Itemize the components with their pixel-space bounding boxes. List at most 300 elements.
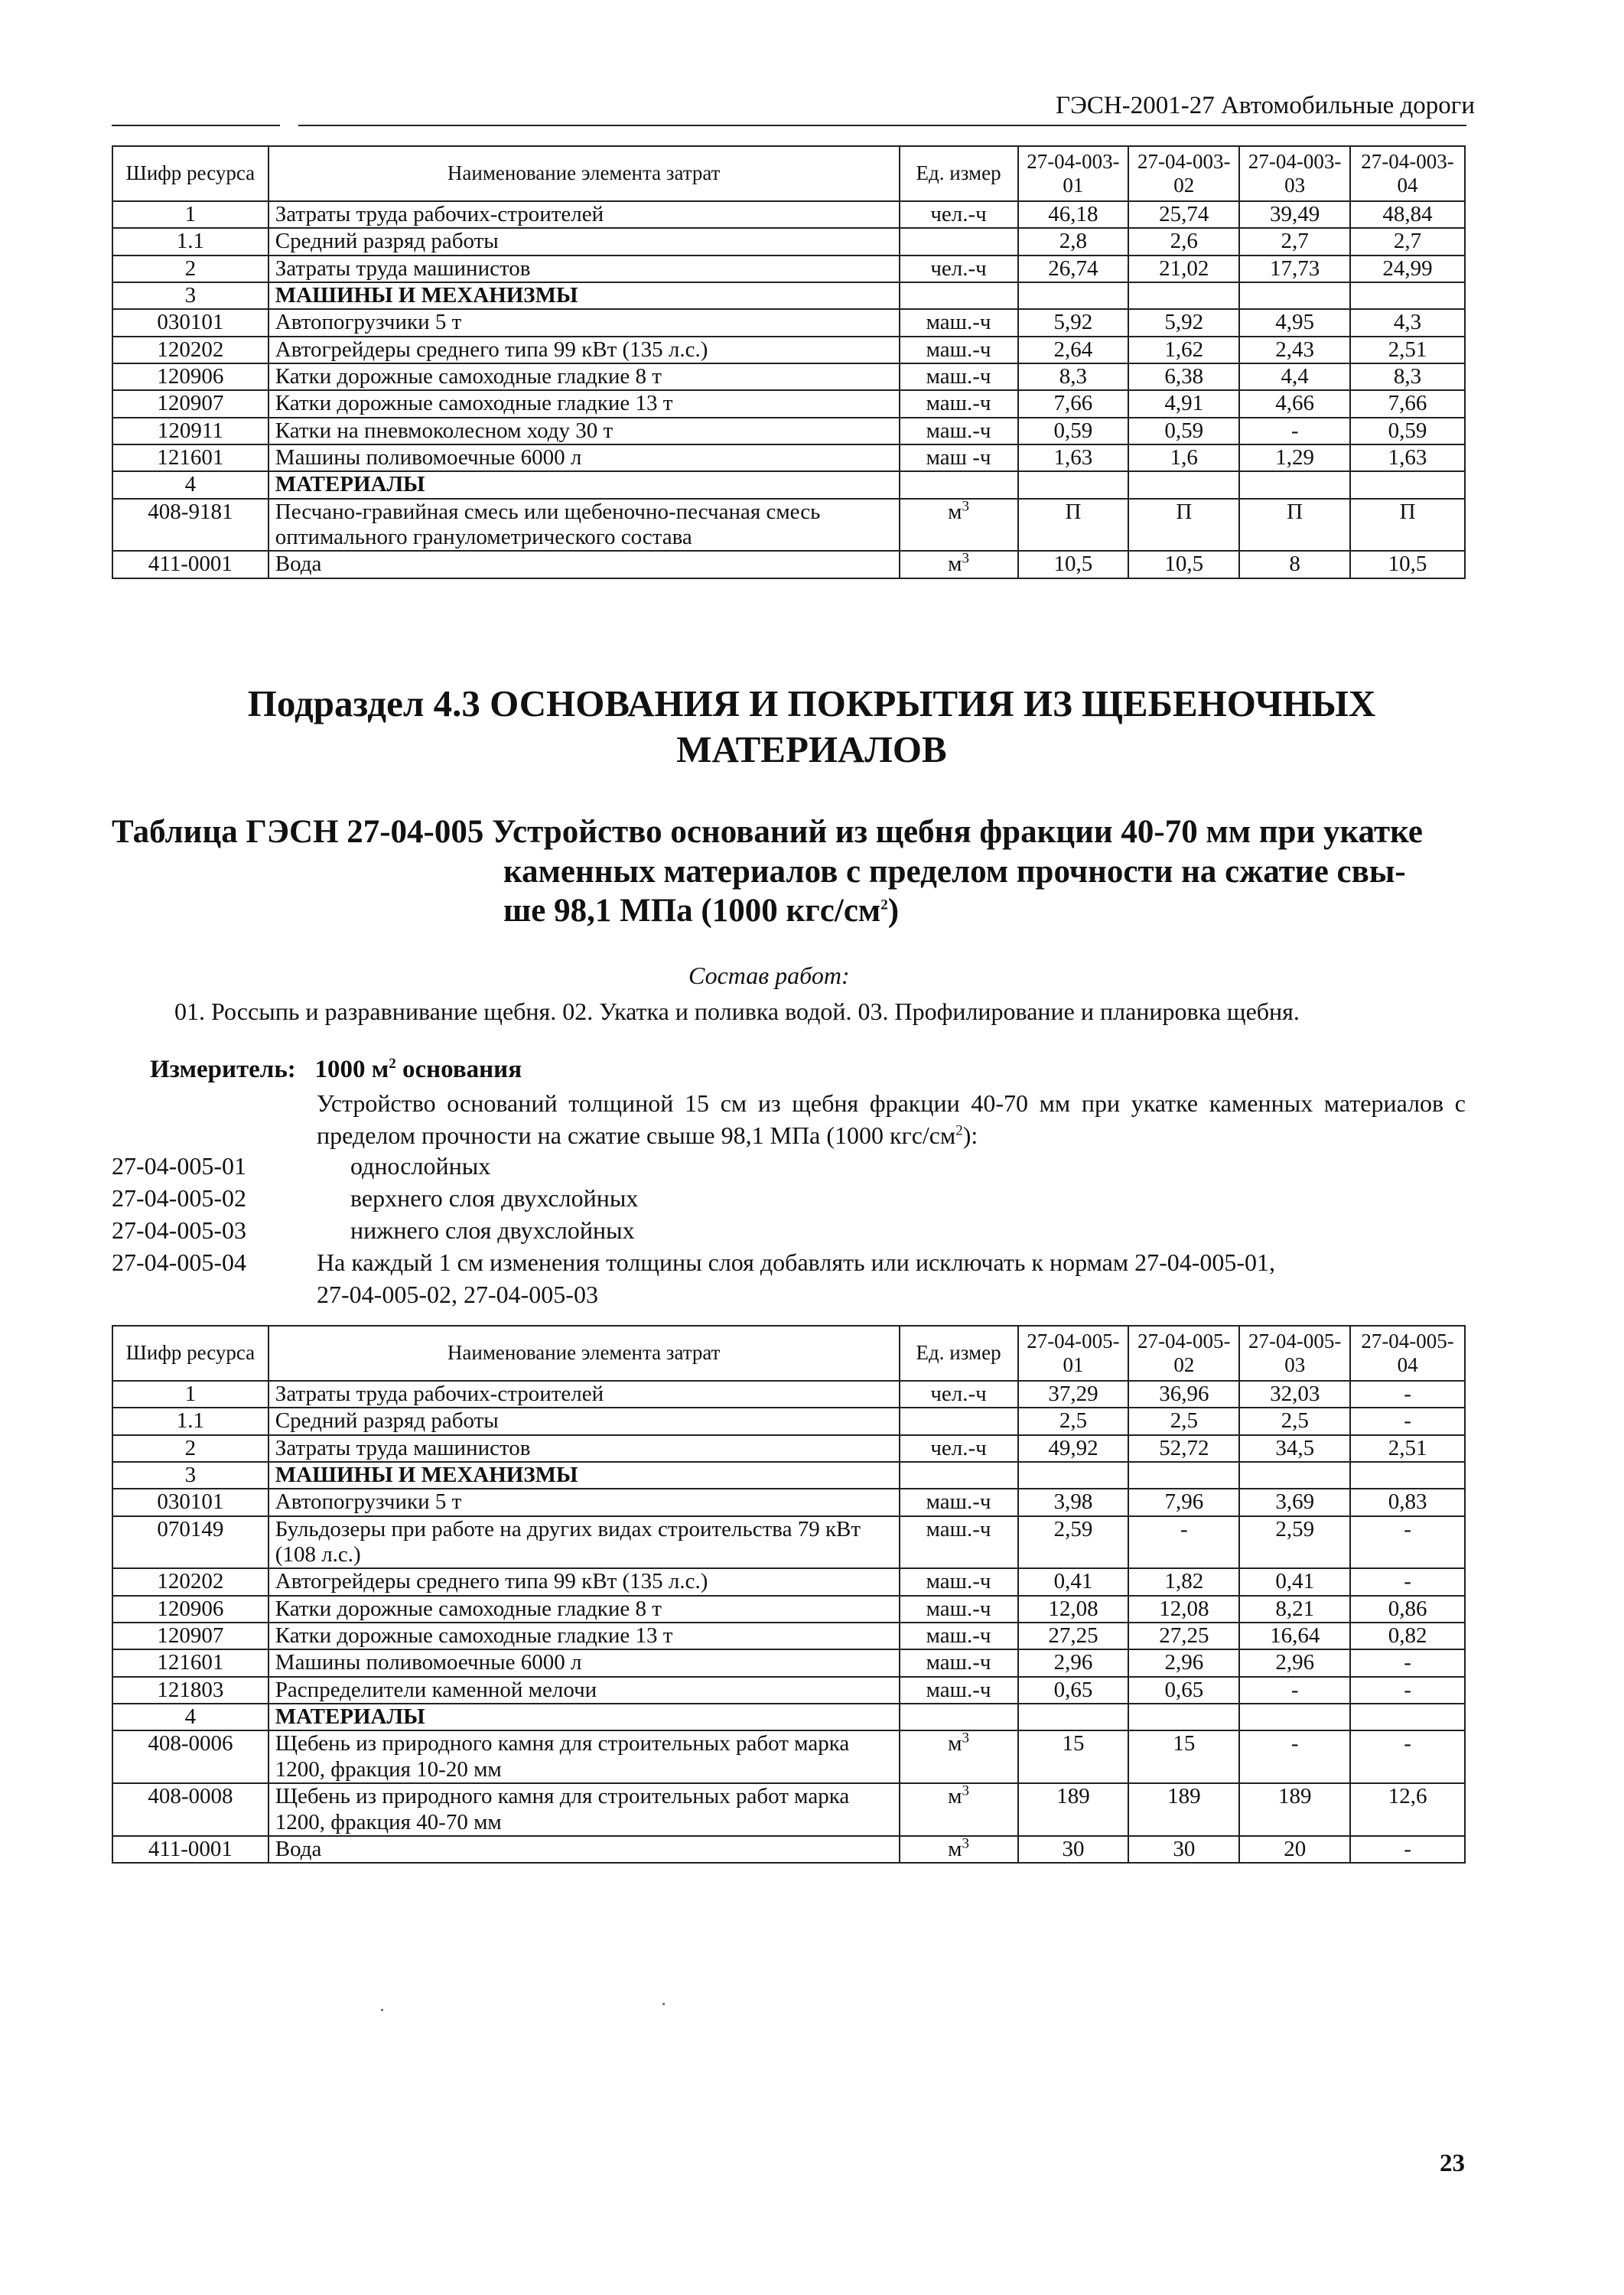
table-row xyxy=(112,551,1465,578)
cell-name-text: Машины поливомоечные 6000 л xyxy=(275,445,582,470)
cell-value xyxy=(1128,1704,1239,1730)
cell-name xyxy=(268,228,900,255)
cell-value xyxy=(1239,363,1350,390)
cell-value xyxy=(1018,1435,1129,1462)
cell-unit xyxy=(900,363,1018,390)
cell-value-text: 30 xyxy=(1062,1836,1085,1861)
table-row xyxy=(112,1408,1465,1434)
scan-speck xyxy=(381,2009,383,2011)
cell-unit-text: маш.-ч xyxy=(926,391,991,416)
cell-value xyxy=(1239,1836,1350,1863)
cell-value-text: 34,5 xyxy=(1275,1435,1315,1460)
cell-value xyxy=(1350,1623,1465,1649)
cell-value-text: 0,59 xyxy=(1164,418,1204,443)
table-row xyxy=(112,1730,1465,1783)
table-row xyxy=(112,228,1465,255)
cell-value-text: 20 xyxy=(1284,1836,1307,1861)
cell-name xyxy=(268,1489,900,1515)
cell-code xyxy=(112,201,268,228)
cell-name xyxy=(268,337,900,363)
cell-unit xyxy=(900,444,1018,471)
cell-value-text: 2,5 xyxy=(1059,1408,1088,1434)
cell-unit-text: м xyxy=(948,1836,962,1861)
cell-value-text: 32,03 xyxy=(1270,1382,1320,1406)
cell-code xyxy=(112,418,268,444)
cell-unit xyxy=(900,282,1018,309)
cell-value-text: 26,74 xyxy=(1048,256,1098,281)
cell-value xyxy=(1128,1381,1239,1408)
cell-unit xyxy=(900,1836,1018,1863)
cell-code-text: 1.1 xyxy=(176,1408,205,1434)
cell-value-text: 1,82 xyxy=(1164,1569,1204,1594)
work-description-text: Устройство оснований толщиной 15 см из щебня фракции 40-70 мм при укатке каменных материалов с пределом прочности на сжатие свыше 98,1 МПа (1000 кгс/см xyxy=(317,1089,1466,1149)
variant-text: На каждый 1 см изменения толщины слоя добавлять или исключать к нормам 27-04-005-01, xyxy=(317,1248,1276,1276)
running-header: ГЭСН-2001-27 Автомобильные дороги xyxy=(1056,92,1475,119)
table-title-line3 xyxy=(112,891,1466,931)
cell-name-text: Распределители каменной мелочи xyxy=(275,1677,597,1702)
cell-unit-text: м xyxy=(948,499,962,524)
cell-value-text: 15 xyxy=(1062,1731,1085,1756)
cell-code-text: 1 xyxy=(184,202,197,226)
cell-name xyxy=(268,551,900,578)
meter-label: Измеритель: xyxy=(150,1056,296,1083)
cell-name xyxy=(268,1730,900,1783)
table-row xyxy=(112,1489,1465,1515)
cell-value xyxy=(1018,1677,1129,1704)
cell-value-text: - xyxy=(1404,1650,1411,1675)
cell-code-text: 408-0008 xyxy=(148,1784,233,1809)
table-title-line3-end: ) xyxy=(887,893,900,929)
cell-code-text: 2 xyxy=(184,1435,197,1460)
table-row xyxy=(112,1649,1465,1676)
cell-value xyxy=(1128,499,1239,552)
superscript: 3 xyxy=(962,1782,969,1799)
cell-unit xyxy=(900,1381,1018,1408)
cell-name xyxy=(268,1649,900,1676)
cell-value xyxy=(1018,1408,1129,1434)
cell-code-text: 030101 xyxy=(157,310,224,335)
cell-unit xyxy=(900,1596,1018,1623)
cell-value xyxy=(1128,444,1239,471)
cell-code xyxy=(112,1677,268,1704)
table-title-line2: каменных материалов с пределом прочности на сжатие свы- xyxy=(503,853,1406,890)
cell-code xyxy=(112,1462,268,1489)
cell-value-text: 8 xyxy=(1289,552,1300,577)
cell-name-text: Средний разряд работы xyxy=(275,229,499,254)
cell-code-text: 120906 xyxy=(157,364,224,389)
cell-value xyxy=(1239,551,1350,578)
cell-value xyxy=(1128,1730,1239,1783)
cell-name xyxy=(268,1677,900,1704)
cell-value xyxy=(1350,363,1465,390)
cell-value xyxy=(1350,1704,1465,1730)
superscript: 3 xyxy=(962,1835,969,1852)
cell-value xyxy=(1018,201,1129,228)
cell-value-text: - xyxy=(1290,1731,1299,1756)
table-row xyxy=(112,1677,1465,1704)
cell-unit xyxy=(900,1568,1018,1595)
cell-value xyxy=(1239,499,1350,552)
cell-code-text: 121601 xyxy=(157,445,224,470)
cell-unit xyxy=(900,337,1018,363)
cell-value xyxy=(1350,390,1465,417)
cell-unit-text: маш.-ч xyxy=(926,1489,991,1515)
cell-value xyxy=(1018,551,1129,578)
cell-value xyxy=(1350,1596,1465,1623)
cell-value xyxy=(1018,1836,1129,1863)
cell-value xyxy=(1128,1596,1239,1623)
variant-text: однослойных xyxy=(350,1152,491,1180)
cell-name xyxy=(268,418,900,444)
meter-value-unit: основания xyxy=(395,1056,522,1083)
cell-name xyxy=(268,309,900,336)
cell-unit xyxy=(900,390,1018,417)
cell-value-text: 4,3 xyxy=(1393,310,1422,335)
cell-name-text: Затраты труда рабочих-строителей xyxy=(275,1382,604,1406)
norm-table-27-04-003 xyxy=(112,145,1466,579)
cell-name-text: Катки дорожные самоходные гладкие 13 т xyxy=(275,391,673,416)
cell-name xyxy=(268,363,900,390)
cell-value-text: 0,82 xyxy=(1388,1623,1427,1649)
subsection-heading-line1: Подраздел 4.3 ОСНОВАНИЯ И ПОКРЫТИЯ ИЗ ЩЕБЕНОЧНЫХ xyxy=(247,682,1376,724)
cell-name xyxy=(268,1623,900,1649)
cell-value-text: 0,41 xyxy=(1275,1569,1315,1594)
cell-unit-text: маш.-ч xyxy=(926,1677,991,1702)
cell-value-text: 4,91 xyxy=(1164,391,1204,416)
cell-code xyxy=(112,1489,268,1515)
cell-unit xyxy=(900,1462,1018,1489)
cell-name xyxy=(268,1408,900,1434)
cell-value-text: 189 xyxy=(1277,1784,1312,1809)
meter-value: 1000 м xyxy=(314,1056,389,1083)
cell-name-text: МАТЕРИАЛЫ xyxy=(275,472,425,497)
cell-value-text: 2,7 xyxy=(1281,229,1309,254)
cell-value xyxy=(1239,1783,1350,1836)
cell-value xyxy=(1128,1435,1239,1462)
cell-unit xyxy=(900,1649,1018,1676)
cell-value xyxy=(1128,363,1239,390)
cell-name xyxy=(268,1596,900,1623)
cell-value xyxy=(1128,418,1239,444)
superscript: 2 xyxy=(880,897,888,913)
cell-unit-text: маш.-ч xyxy=(926,1623,991,1649)
cell-name-text: Катки дорожные самоходные гладкие 8 т xyxy=(275,1596,662,1621)
cell-unit xyxy=(900,1730,1018,1783)
cell-value xyxy=(1128,1489,1239,1515)
cell-name-text: Бульдозеры при работе на других видах строительства 79 кВт (108 л.с.) xyxy=(275,1516,861,1567)
cell-value xyxy=(1350,444,1465,471)
cell-value-text: - xyxy=(1180,1516,1188,1541)
cell-value-text: 10,5 xyxy=(1164,552,1204,577)
cell-value xyxy=(1128,1568,1239,1595)
cell-value xyxy=(1018,1568,1129,1595)
cell-code xyxy=(112,1836,268,1863)
cell-value-text: П xyxy=(1287,499,1303,524)
col-header-norm-2: 27-04-003-02 xyxy=(1128,146,1239,201)
cell-name xyxy=(268,471,900,498)
cell-name-text: Вода xyxy=(275,1836,322,1861)
composition-title: Состав работ: xyxy=(688,962,850,989)
cell-name xyxy=(268,1516,900,1569)
cell-name-text: Автогрейдеры среднего типа 99 кВт (135 л.с.) xyxy=(275,337,708,362)
variant-code: 27-04-005-01 xyxy=(112,1152,246,1180)
variant-text: 27-04-005-02, 27-04-005-03 xyxy=(317,1281,598,1308)
cell-name-text: Катки на пневмоколесном ходу 30 т xyxy=(275,418,613,443)
cell-name xyxy=(268,390,900,417)
cell-value-text: 10,5 xyxy=(1388,552,1427,577)
col-header-unit: Ед. измер xyxy=(900,1326,1018,1381)
work-description xyxy=(317,1088,1466,1151)
table-row xyxy=(112,444,1465,471)
cell-value-text: 10,5 xyxy=(1053,552,1093,577)
cell-code xyxy=(112,228,268,255)
meter xyxy=(150,1056,522,1084)
cell-code xyxy=(112,1516,268,1569)
cell-code-text: 120906 xyxy=(157,1596,224,1621)
cell-code-text: 3 xyxy=(184,283,197,308)
cell-code-text: 070149 xyxy=(157,1516,224,1541)
cell-value xyxy=(1018,1596,1129,1623)
cell-value xyxy=(1239,1516,1350,1569)
cell-unit xyxy=(900,1783,1018,1836)
cell-unit xyxy=(900,499,1018,552)
cell-value xyxy=(1350,256,1465,282)
cell-code xyxy=(112,499,268,552)
cell-value xyxy=(1128,282,1239,309)
cell-value-text: 4,95 xyxy=(1275,310,1315,335)
cell-unit-text: чел.-ч xyxy=(930,256,987,281)
col-header-name: Наименование элемента затрат xyxy=(268,1326,900,1381)
cell-value xyxy=(1128,1649,1239,1676)
cell-unit-text: маш.-ч xyxy=(926,337,991,362)
cell-value-text: 2,96 xyxy=(1053,1650,1093,1675)
cell-code xyxy=(112,1435,268,1462)
cell-value-text: 189 xyxy=(1167,1784,1201,1809)
cell-value xyxy=(1239,1596,1350,1623)
cell-unit-text: маш.-ч xyxy=(926,418,991,443)
table-row xyxy=(112,471,1465,498)
cell-value xyxy=(1350,1649,1465,1676)
cell-value xyxy=(1350,499,1465,552)
cell-value-text: 2,6 xyxy=(1170,229,1198,254)
cell-value xyxy=(1239,282,1350,309)
cell-unit-text: маш -ч xyxy=(926,445,991,470)
cell-code-text: 030101 xyxy=(157,1489,224,1515)
table-row xyxy=(112,390,1465,417)
cell-value xyxy=(1350,1568,1465,1595)
cell-code-text: 4 xyxy=(184,472,197,497)
cell-value-text: - xyxy=(1404,1836,1411,1861)
cell-name-text: Вода xyxy=(275,552,322,577)
cell-name xyxy=(268,1704,900,1730)
table-row xyxy=(112,1462,1465,1489)
col-header-norm-1: 27-04-003-01 xyxy=(1018,146,1129,201)
cell-unit xyxy=(900,551,1018,578)
cell-value-text: 36,96 xyxy=(1159,1382,1209,1406)
cell-unit xyxy=(900,471,1018,498)
cell-value-text: 0,59 xyxy=(1053,418,1093,443)
cell-value xyxy=(1018,1489,1129,1515)
cell-value xyxy=(1018,471,1129,498)
cell-name-text: Автопогрузчики 5 т xyxy=(275,1489,462,1515)
table-row xyxy=(112,282,1465,309)
variant-text: нижнего слоя двухслойных xyxy=(350,1216,635,1244)
cell-code-text: 121803 xyxy=(157,1677,224,1702)
cell-code xyxy=(112,471,268,498)
cell-value-text: 1,63 xyxy=(1053,445,1093,470)
cell-name xyxy=(268,256,900,282)
cell-value xyxy=(1128,1836,1239,1863)
table-row xyxy=(112,337,1465,363)
cell-value xyxy=(1018,1649,1129,1676)
cell-code-text: 411-0001 xyxy=(148,1836,233,1861)
variant-code: 27-04-005-03 xyxy=(112,1216,246,1244)
cell-value-text: 2,96 xyxy=(1164,1650,1204,1675)
cell-value-text: 0,41 xyxy=(1053,1569,1093,1594)
cell-value xyxy=(1239,1489,1350,1515)
cell-unit-text: чел.-ч xyxy=(930,202,987,226)
col-header-code: Шифр ресурса xyxy=(112,146,268,201)
cell-name-text: Средний разряд работы xyxy=(275,1408,499,1434)
table-row xyxy=(112,1596,1465,1623)
variant-text: верхнего слоя двухслойных xyxy=(350,1184,639,1212)
cell-unit-text: м xyxy=(948,1784,962,1809)
cell-value xyxy=(1239,1704,1350,1730)
cell-value-text: 1,6 xyxy=(1170,445,1198,470)
variant-code: 27-04-005-04 xyxy=(112,1248,246,1276)
cell-name-text: МАШИНЫ И МЕХАНИЗМЫ xyxy=(275,1463,578,1488)
cell-value xyxy=(1128,201,1239,228)
cell-value-text: 3,69 xyxy=(1275,1489,1315,1515)
cell-value-text: 15 xyxy=(1173,1731,1196,1756)
norm-table-27-04-005 xyxy=(112,1325,1466,1864)
cell-code xyxy=(112,1623,268,1649)
cell-value xyxy=(1350,1381,1465,1408)
cell-value xyxy=(1128,228,1239,255)
subsection-heading-line2: МАТЕРИАЛОВ xyxy=(676,728,947,770)
cell-value xyxy=(1018,228,1129,255)
cell-unit xyxy=(900,228,1018,255)
table-row xyxy=(112,256,1465,282)
cell-value xyxy=(1350,201,1465,228)
cell-code-text: 120202 xyxy=(157,337,224,362)
cell-code xyxy=(112,1568,268,1595)
cell-value xyxy=(1128,1516,1239,1569)
cell-code-text: 120907 xyxy=(157,1623,224,1649)
cell-value-text: 48,84 xyxy=(1382,202,1433,226)
cell-code-text: 411-0001 xyxy=(148,552,233,577)
cell-value xyxy=(1128,1623,1239,1649)
cell-code xyxy=(112,1596,268,1623)
cell-code xyxy=(112,1408,268,1434)
cell-code xyxy=(112,309,268,336)
superscript: 2 xyxy=(389,1056,396,1072)
table-row xyxy=(112,418,1465,444)
cell-value xyxy=(1128,337,1239,363)
cell-value xyxy=(1018,282,1129,309)
cell-value xyxy=(1350,1730,1465,1783)
cell-name-text: Катки дорожные самоходные гладкие 13 т xyxy=(275,1623,673,1649)
table-row xyxy=(112,1704,1465,1730)
cell-value-text: - xyxy=(1404,1516,1411,1541)
cell-value-text: 8,21 xyxy=(1275,1596,1315,1621)
cell-unit-text: чел.-ч xyxy=(930,1382,987,1406)
cell-value xyxy=(1239,1677,1350,1704)
cell-value-text: - xyxy=(1404,1408,1411,1434)
table-row xyxy=(112,363,1465,390)
col-header-code: Шифр ресурса xyxy=(112,1326,268,1381)
cell-code xyxy=(112,1704,268,1730)
cell-code-text: 4 xyxy=(184,1704,197,1730)
cell-code xyxy=(112,1649,268,1676)
cell-value-text: 0,83 xyxy=(1388,1489,1427,1515)
cell-unit-text: маш.-ч xyxy=(926,1516,991,1541)
cell-value-text: 2,59 xyxy=(1275,1516,1315,1541)
cell-value xyxy=(1350,282,1465,309)
cell-code-text: 120202 xyxy=(157,1569,224,1594)
cell-value-text: - xyxy=(1404,1677,1411,1702)
cell-value xyxy=(1350,309,1465,336)
cell-value xyxy=(1239,1435,1350,1462)
cell-name xyxy=(268,1783,900,1836)
cell-value-text: 12,6 xyxy=(1388,1784,1427,1809)
table-row xyxy=(112,309,1465,336)
cell-value xyxy=(1018,444,1129,471)
cell-name-text: МАТЕРИАЛЫ xyxy=(275,1704,425,1730)
cell-value xyxy=(1018,256,1129,282)
cell-value-text: 27,25 xyxy=(1048,1623,1098,1649)
cell-value-text: 2,43 xyxy=(1275,337,1315,362)
table-row xyxy=(112,1836,1465,1863)
cell-value-text: 1,62 xyxy=(1164,337,1204,362)
cell-value-text: 52,72 xyxy=(1159,1435,1209,1460)
cell-value xyxy=(1018,309,1129,336)
cell-value-text: 12,08 xyxy=(1159,1596,1209,1621)
cell-unit xyxy=(900,1677,1018,1704)
table-row xyxy=(112,1783,1465,1836)
cell-value xyxy=(1018,337,1129,363)
table-row xyxy=(112,1568,1465,1595)
cell-value xyxy=(1018,1381,1129,1408)
cell-value-text: 3,98 xyxy=(1053,1489,1093,1515)
cell-value-text: 2,5 xyxy=(1170,1408,1198,1434)
cell-value-text: 39,49 xyxy=(1270,202,1320,226)
cell-value-text: 2,96 xyxy=(1275,1650,1315,1675)
cell-value xyxy=(1239,471,1350,498)
cell-value xyxy=(1018,1783,1129,1836)
composition-text: 01. Россыпь и разравнивание щебня. 02. Укатка и поливка водой. 03. Профилирование и планировка щебня. xyxy=(174,998,1300,1025)
cell-value xyxy=(1350,1677,1465,1704)
cell-value xyxy=(1350,1408,1465,1434)
cell-value-text: 12,08 xyxy=(1048,1596,1098,1621)
cell-code xyxy=(112,551,268,578)
cell-name xyxy=(268,444,900,471)
cell-value-text: 21,02 xyxy=(1159,256,1209,281)
cell-unit xyxy=(900,418,1018,444)
cell-value xyxy=(1239,1462,1350,1489)
cell-code-text: 120911 xyxy=(157,418,223,443)
cell-value-text: П xyxy=(1176,499,1193,524)
cell-value xyxy=(1239,337,1350,363)
cell-value-text: - xyxy=(1404,1382,1411,1406)
cell-value-text: 37,29 xyxy=(1048,1382,1098,1406)
cell-name xyxy=(268,1568,900,1595)
cell-value xyxy=(1350,1462,1465,1489)
table-row xyxy=(112,1435,1465,1462)
cell-value xyxy=(1018,499,1129,552)
cell-code-text: 1 xyxy=(184,1382,197,1406)
cell-code-text: 1.1 xyxy=(176,229,205,254)
